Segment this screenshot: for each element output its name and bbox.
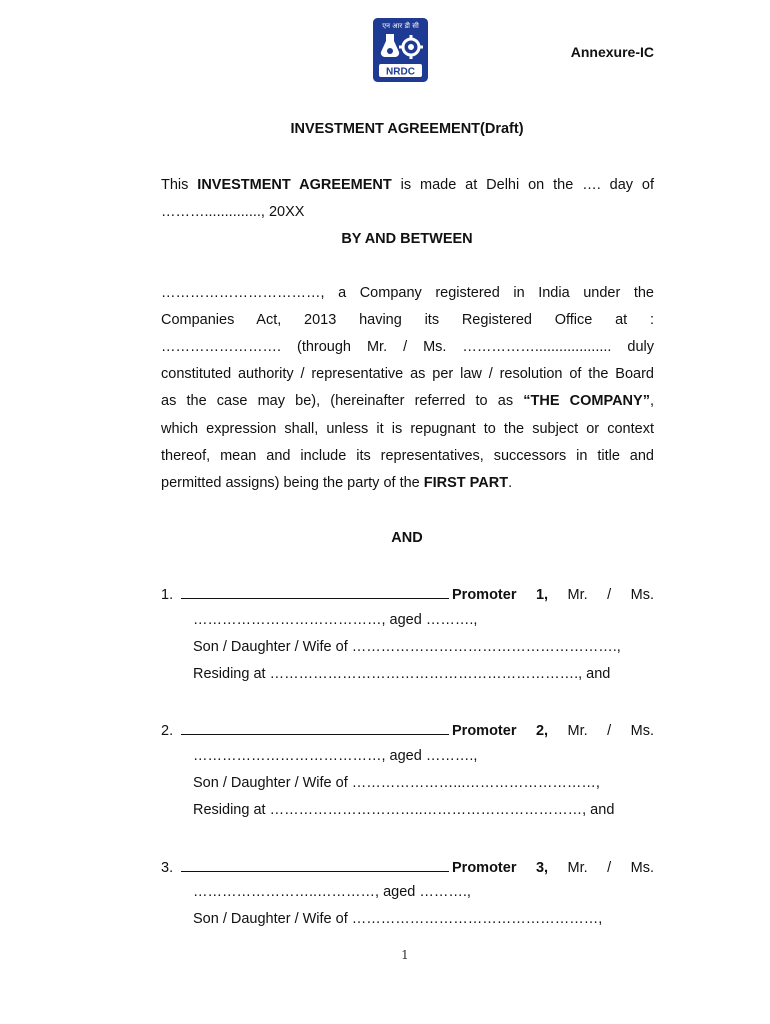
page-number: 1 [401, 948, 409, 962]
promoter-1-heading: 1. Promoter 1, Mr. / Ms. [161, 584, 654, 611]
promoter-2-residence: Residing at …………………………..……………………………, and [193, 802, 615, 818]
list-number: 2. [161, 723, 174, 739]
company-line: ……………………. (through Mr. / Ms. ……………................... duly [161, 339, 654, 355]
svg-text:एन आर डी सी: एन आर डी सी [382, 22, 419, 30]
company-line: permitted assigns) being the party of the FIRST PART. [161, 475, 513, 491]
name-blank [181, 584, 449, 599]
promoter-2-heading: 2. Promoter 2, Mr. / Ms. [161, 720, 654, 747]
company-line: Companies Act, 2013 having its Registered Office at : [161, 312, 654, 328]
and-heading: AND [391, 530, 423, 546]
promoter-3-relation: Son / Daughter / Wife of ……………………………………………, [193, 911, 603, 927]
list-number: 1. [161, 587, 174, 603]
intro-line-2: ……….............., 20XX [161, 204, 305, 220]
promoter-2-aged: …………………………………, aged ………., [193, 748, 478, 764]
promoter-2-relation: Son / Daughter / Wife of …………………...………………………, [193, 775, 600, 791]
promoter-3-aged: ……………………..…………, aged ………., [193, 884, 471, 900]
company-line: ……………………………, a Company registered in India under the [161, 285, 654, 301]
svg-text:NRDC: NRDC [386, 66, 415, 78]
document-title: INVESTMENT AGREEMENT(Draft) [290, 121, 524, 137]
company-line: which expression shall, unless it is repugnant to the subject or context [161, 421, 654, 437]
company-line: constituted authority / representative as per law / resolution of the Board [161, 366, 654, 382]
by-and-between-heading: BY AND BETWEEN [341, 231, 473, 247]
list-number: 3. [161, 860, 174, 876]
nrdc-logo [373, 18, 428, 82]
promoter-1-residence: Residing at ………………………………………………………., and [193, 666, 611, 682]
promoter-3-heading: 3. Promoter 3, Mr. / Ms. [161, 857, 654, 884]
intro-line-1: This INVESTMENT AGREEMENT is made at Delhi on the …. day of [161, 177, 654, 193]
promoter-1-aged: …………………………………, aged ………., [193, 612, 478, 628]
name-blank [181, 720, 449, 735]
name-blank [181, 857, 449, 872]
company-line: as the case may be), (hereinafter referred to as “THE COMPANY”, [161, 393, 654, 409]
annexure-label: Annexure-IC [570, 44, 654, 60]
promoter-1-relation: Son / Daughter / Wife of ………………………………………………., [193, 639, 621, 655]
company-line: thereof, mean and include its representatives, successors in title and [161, 448, 654, 464]
